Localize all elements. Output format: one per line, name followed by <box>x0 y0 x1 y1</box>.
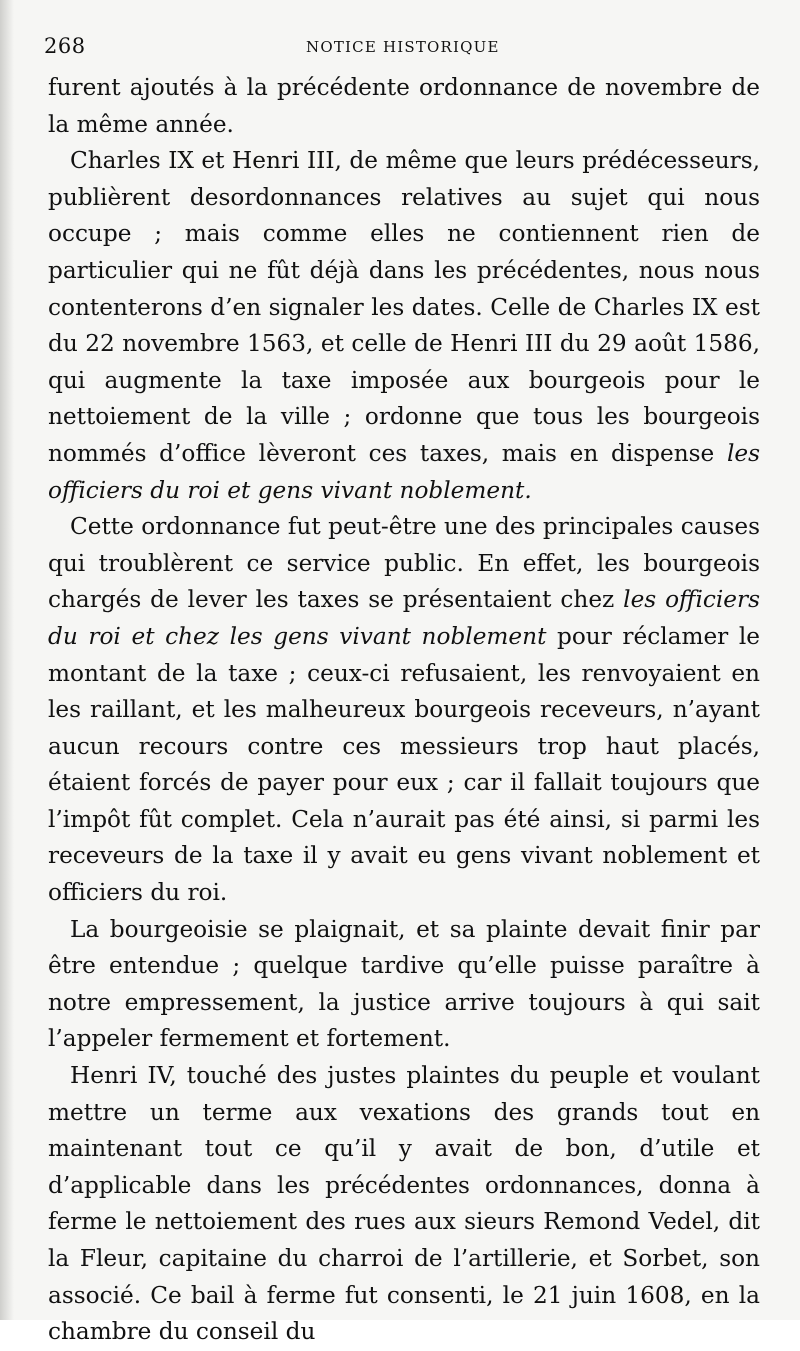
body-text <box>48 70 760 1351</box>
paragraph-bourgeoisie <box>48 912 760 1058</box>
italic-segment: les gens vivant noblement <box>229 622 547 650</box>
text-segment: La bourgeoisie se plaignait, et sa plainte devait finir par être entendue ; quelque tardive qu’elle puisse paraître à notre empressement, la justice arrive toujours à qui sait l’appeler fermement et fortement. <box>48 915 760 1053</box>
text-segment: pour réclamer le montant de la taxe ; ceux-ci refusaient, les renvoyaient en les raillant, et les malheureux bourgeois receveurs, n’ayant aucun recours contre ces messieurs trop haut placés, étaient forcés de payer pour eux ; car il fallait toujours que l’impôt fût complet. Cela n’aurait pas été ainsi, si parmi les receveurs de la taxe il y avait eu gens vivant noblement et officiers du roi. <box>48 622 761 907</box>
paragraph-continuation <box>48 70 760 143</box>
italic-segment: et <box>219 476 258 504</box>
paragraph-charles-henri <box>48 143 760 509</box>
italic-segment: les officiers du roi <box>48 586 760 650</box>
page-number: 268 <box>44 34 86 58</box>
text-segment: Charles IX et Henri III, de même que leurs prédécesseurs, publièrent desordonnances relatives au sujet qui nous occupe ; mais comme elles ne contiennent rien de particulier qui ne fût déjà dans les précédentes, nous nous contenterons d’en signaler les dates. Celle de Charles IX est du 22 novembre 1563, et celle de Henri III du 29 août 1586, qui augmente la taxe imposée aux bourgeois pour le nettoiement de la ville ; ordonne que tous les bourgeois nommés d’office lèveront ces taxes, mais en dispense <box>48 147 760 467</box>
running-title: NOTICE HISTORIQUE <box>306 38 500 56</box>
text-segment: furent ajoutés à la précédente ordonnance de novembre de la même année. <box>48 74 760 138</box>
italic-segment: et chez <box>120 622 230 650</box>
paragraph-henri-iv <box>48 1058 760 1351</box>
text-segment: Henri IV, touché des justes plaintes du peuple et voulant mettre un terme aux vexations des grands tout en maintenant tout ce qu’il y avait de bon, d’utile et d’applicable dans les précédentes ordonnances, donna à ferme le nettoiement des rues aux sieurs Remond Vedel, dit la Fleur, capitaine du charroi de l’artillerie, et Sorbet, son associé. Ce bail à ferme fut consenti, le 21 juin 1608, en la chambre du conseil du <box>48 1062 760 1346</box>
italic-segment: gens vivant noblement. <box>257 476 532 504</box>
running-head <box>44 34 760 66</box>
text-segment: Cette ordonnance fut peut-être une des principales causes qui troublèrent ce service public. En effet, les bourgeois chargés de lever les taxes se présentaient chez <box>48 513 760 614</box>
paragraph-cette-ordonnance <box>48 509 760 912</box>
italic-segment: les officiers du roi <box>48 439 760 504</box>
